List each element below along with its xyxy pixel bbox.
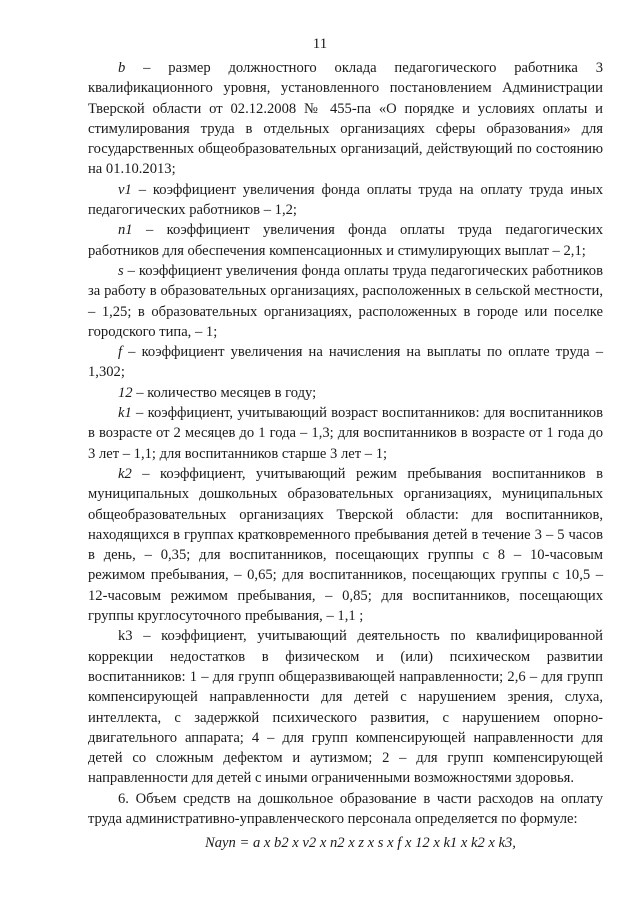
paragraph-text: – количество месяцев в году; [132,384,317,401]
paragraph-f [88,342,603,383]
paragraph-k2 [88,464,603,626]
paragraph-text: – коэффициент, учитывающий режим пребывания воспитанников в муниципальных дошкольных образовательных организациях, муниципальных общеобразовательных организациях Тверской области: для воспитанников, находящихся в группах кратковременного пребывания детей в течение 3 – 5 часов в день, – 0,35; для воспитанников, посещающих группы с 8 – 10-часовым режимом пребывания, – 0,65; для воспитанников, посещающих группы с 10,5 – 12-часовым режимом пребывания, – 0,85; для воспитанников, посещающих группы круглосуточного пребывания, – 1,1 ; [88,465,603,625]
page-number: 11 [312,36,328,52]
paragraph-text: – коэффициент, учитывающий возраст воспитанников: для воспитанников в возрасте от 2 месяцев до 1 года – 1,3; для воспитанников в возрасте от 1 года до 3 лет – 1,1; для воспитанников старше 3 лет – 1; [88,405,603,462]
formula: Nayn = a x b2 x v2 x n2 x z x s x f x 12 x k1 x k2 x k3, [205,835,516,852]
paragraph-v1 [88,180,603,221]
symbol-n1: n1 [118,222,133,239]
symbol-b: b [118,60,126,76]
paragraph-b [88,58,603,180]
paragraph-text: 6. Объем средств на дошкольное образование в части расходов на оплату труда административно-управленческого персонала определяется по формуле: [88,790,603,827]
symbol-12: 12 [118,384,133,401]
paragraph-text: – коэффициент увеличения фонда оплаты труда педагогических работников за работу в образовательных организациях, расположенных в сельской местности, – 1,25; в образовательных организациях, расположенных в городе или поселке городского типа, – 1; [88,262,603,340]
paragraph-text: – коэффициент увеличения на начисления на выплаты по оплате труда – 1,302; [88,344,603,381]
symbol-s: s [118,262,124,279]
paragraph-section-6 [88,789,603,830]
paragraph-text: k3 – коэффициент, учитывающий деятельность по квалифицированной коррекции недостатков в физическом и (или) психическом развитии воспитанников: 1 – для групп общеразвивающей направленности; 2,6 – для групп компенсирующей направленности для детей с нарушением зрения, слуха, интеллекта, с задержкой психического развития, с нарушением опорно-двигательного аппарата; 4 – для групп компенсирующей направленности для детей со сложным дефектом и аутизмом; 2 – для групп компенсирующей направленности для детей с иными ограниченными возможностями здоровья. [88,628,603,787]
symbol-v1: v1 [118,181,132,198]
paragraph-text: – размер должностного оклада педагогического работника 3 квалификационного уровня, установленного постановлением Администрации Тверской области от 02.12.2008 № 455-па «О порядке и условиях оплаты и стимулирования труда в отдельных организациях сферы образования» для государственных общеобразовательных организаций, действующий по состоянию на 01.10.2013; [88,60,603,178]
paragraph-n1 [88,220,603,261]
document-body [88,58,603,854]
paragraph-k1 [88,403,603,464]
paragraph-12 [88,383,603,403]
symbol-k2: k2 [118,465,132,482]
paragraph-k3 [88,626,603,788]
paragraph-text: – коэффициент увеличения фонда оплаты труда на оплату труда иных педагогических работников – 1,2; [88,181,603,219]
symbol-k1: k1 [118,405,132,422]
symbol-f: f [118,344,123,361]
paragraph-s [88,261,603,342]
paragraph-text: – коэффициент увеличения фонда оплаты труда педагогических работников для обеспечения компенсационных и стимулирующих выплат – 2,1; [88,222,603,259]
